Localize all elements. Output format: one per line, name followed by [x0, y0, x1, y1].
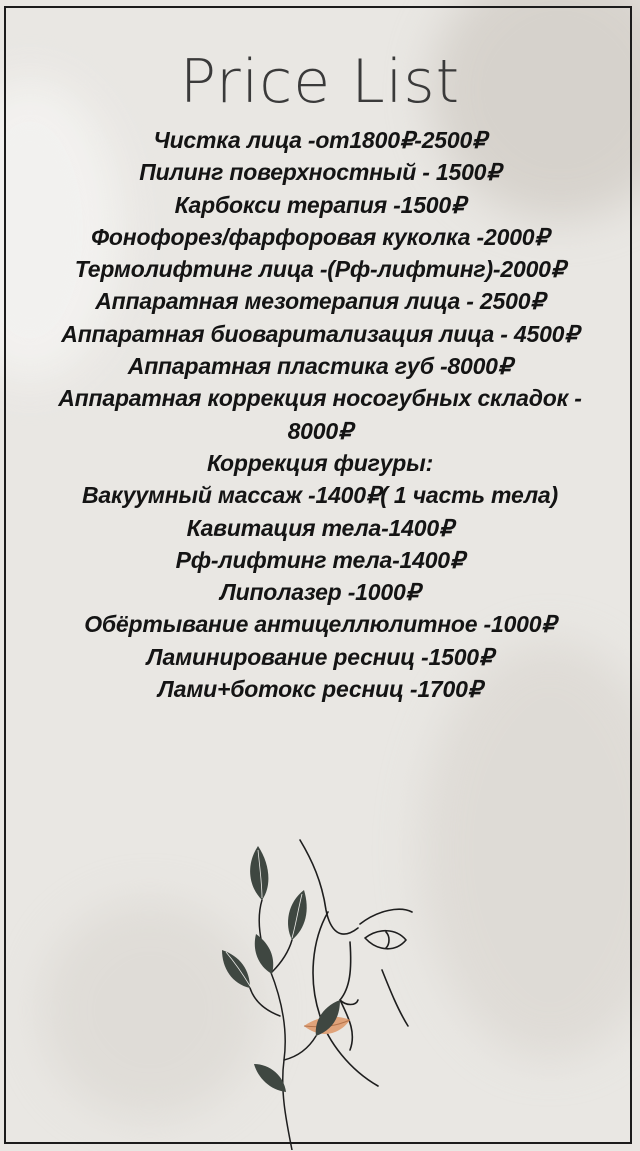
price-item: Фонофорез/фарфоровая куколка -2000₽	[91, 223, 549, 250]
price-item: Аппаратная мезотерапия лица - 2500₽	[95, 288, 545, 315]
price-item: Липолазер -1000₽	[220, 579, 420, 606]
price-item: Чистка лица -от1800₽-2500₽	[153, 127, 487, 153]
price-item: Кавитация тела-1400₽	[186, 514, 454, 541]
page-title: Price List	[179, 47, 461, 117]
section-heading: Коррекция фигуры:	[206, 449, 434, 476]
price-item: Аппаратная коррекция носогубных складок - 8000₽	[58, 385, 582, 444]
price-item: Термолифтинг лица -(Рф-лифтинг)-2000₽	[74, 256, 566, 283]
price-item: Ламинирование ресниц -1500₽	[146, 643, 494, 670]
price-item: Вакуумный массаж -1400₽( 1 часть тела)	[82, 482, 558, 509]
price-item: Пилинг поверхностный - 1500₽	[139, 159, 501, 186]
face-line-art-icon	[200, 820, 460, 1150]
price-item: Аппаратная биоваритализация лица - 4500₽	[61, 320, 579, 347]
price-item: Лами+ботокс ресниц -1700₽	[157, 676, 483, 703]
leaf-branch-icon	[222, 846, 340, 1092]
price-item: Карбокси терапия -1500₽	[174, 191, 466, 218]
price-item: Обёртывание антицеллюлитное -1000₽	[84, 611, 556, 638]
price-item: Аппаратная пластика губ -8000₽	[127, 353, 513, 380]
price-item: Рф-лифтинг тела-1400₽	[175, 546, 465, 573]
price-list	[0, 124, 640, 705]
